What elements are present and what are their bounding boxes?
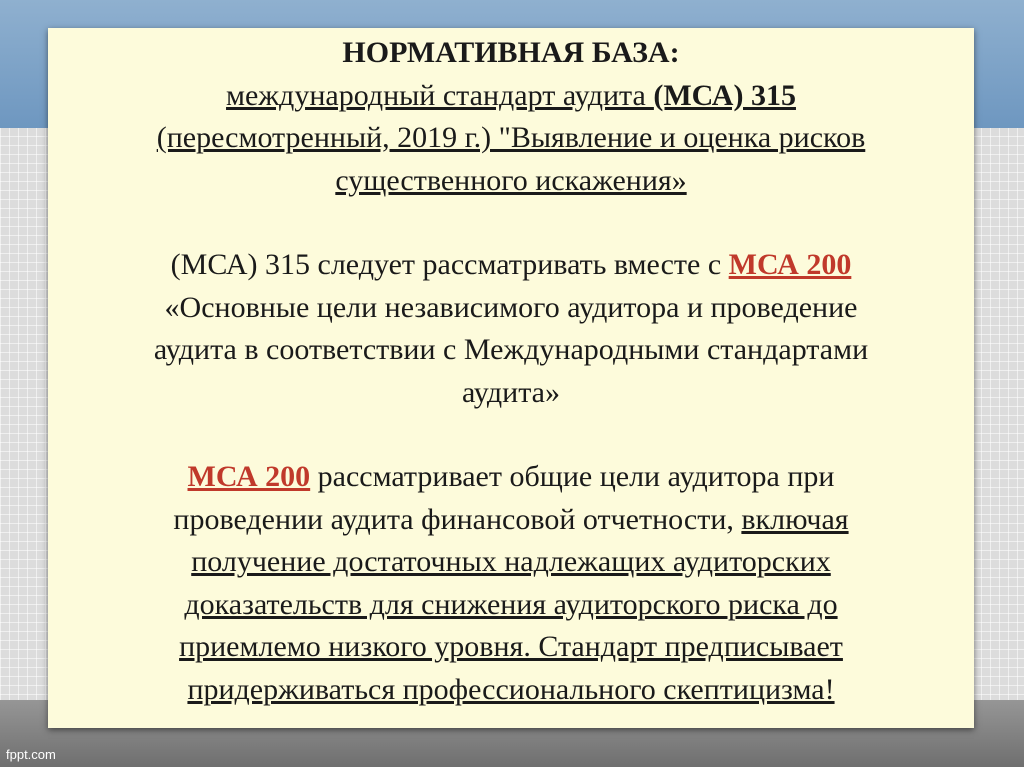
p3-line-6: придерживаться профессионального скептицизма! xyxy=(187,672,835,706)
spacer xyxy=(66,202,956,244)
p3-text: рассматривает общие цели аудитора при xyxy=(310,460,835,493)
p2-line-1 xyxy=(66,244,956,287)
p3-line-5: приемлемо низкого уровня. Стандарт предписывает xyxy=(179,630,843,663)
p3-line-3: получение достаточных надлежащих аудиторских xyxy=(191,545,831,578)
p1-line-1 xyxy=(66,75,956,118)
spacer xyxy=(66,414,956,456)
p2-line-2: «Основные цели независимого аудитора и проведение xyxy=(164,290,858,324)
p3-line-1 xyxy=(66,456,956,499)
p3-text: проведении аудита финансовой отчетности, xyxy=(173,502,742,536)
slide-heading: НОРМАТИВНАЯ БАЗА: xyxy=(342,36,680,69)
p2-text: (МСА) 315 следует рассматривать вместе с xyxy=(170,248,729,281)
p3-line-2 xyxy=(66,499,956,542)
slide-content xyxy=(48,28,974,728)
standard-200-link[interactable]: МСА 200 xyxy=(728,248,852,281)
standard-200-link[interactable]: МСА 200 xyxy=(187,460,311,493)
watermark: fppt.com xyxy=(6,747,56,762)
standard-315: (МСА) 315 xyxy=(653,78,796,112)
p1-line-3: существенного искажения» xyxy=(335,163,687,197)
p1-line-2: (пересмотренный, 2019 г.) "Выявление и оценка рисков xyxy=(156,121,866,154)
p1-text: международный стандарт аудита xyxy=(226,78,654,112)
p3-line-4: доказательств для снижения аудиторского риска до xyxy=(184,587,838,621)
p2-line-3: аудита в соответствии с Международными стандартами xyxy=(153,333,869,366)
p2-line-4: аудита» xyxy=(461,375,560,409)
p3-underlined-text: включая xyxy=(741,502,849,536)
